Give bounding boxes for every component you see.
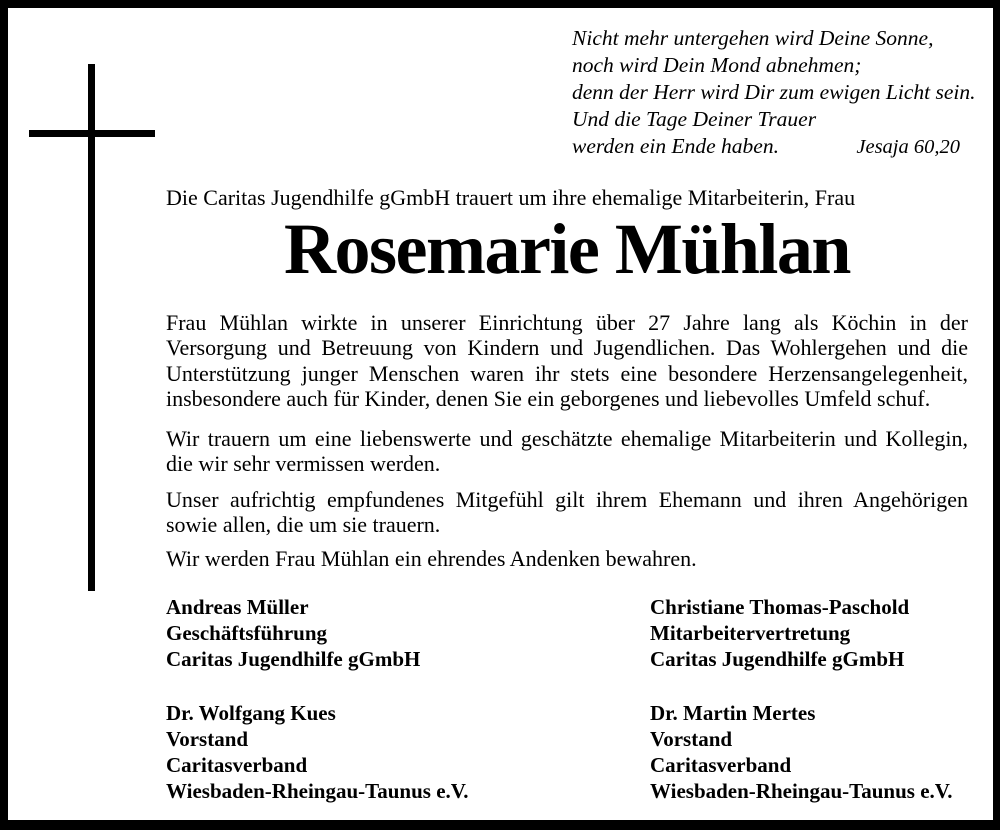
intro-line: Die Caritas Jugendhilfe gGmbH trauert um ihre ehemalige Mitarbeiterin, Frau [166, 185, 856, 210]
signature-block-vorstand-kues [166, 700, 468, 804]
signatory-organisation: Caritas Jugendhilfe gGmbH [650, 647, 905, 671]
quote-line: Und die Tage Deiner Trauer [572, 107, 817, 131]
signatory-name: Dr. Martin Mertes [650, 701, 816, 725]
signatory-organisation: Caritasverband [166, 753, 308, 777]
signatory-role: Mitarbeitervertretung [650, 621, 851, 645]
signatory-name: Christiane Thomas-Paschold [650, 595, 910, 619]
signature-block-geschaeftsfuehrung [166, 594, 420, 672]
cross-horizontal-bar [29, 130, 155, 137]
body-paragraph-condolence: Unser aufrichtig empfundenes Mitgefühl gilt ihrem Ehemann und ihren Angehörigen sowie allen, die um sie trauern. [166, 487, 968, 538]
quote-line: Nicht mehr untergehen wird Deine Sonne, [572, 26, 934, 50]
quote-line: denn der Herr wird Dir zum ewigen Licht sein. [572, 80, 976, 104]
body-paragraph-remembrance: Wir werden Frau Mühlan ein ehrendes Andenken bewahren. [166, 546, 697, 571]
quote-last-line [572, 133, 960, 161]
signatory-organisation: Caritas Jugendhilfe gGmbH [166, 647, 421, 671]
signatory-organisation: Caritasverband [650, 753, 792, 777]
signatory-role: Vorstand [166, 727, 249, 751]
scripture-quote [572, 25, 976, 161]
signatory-role: Vorstand [650, 727, 733, 751]
deceased-name: Rosemarie Mühlan [284, 209, 850, 289]
signatory-organisation-region: Wiesbaden-Rheingau-Taunus e.V. [166, 779, 469, 803]
signatory-role: Geschäftsführung [166, 621, 328, 645]
quote-line: werden ein Ende haben. [572, 134, 779, 158]
quote-line: noch wird Dein Mond abnehmen; [572, 53, 862, 77]
body-paragraph-mourning: Wir trauern um eine liebenswerte und geschätzte ehemalige Mitarbeiterin und Kollegin, die wir sehr vermissen werden. [166, 426, 968, 477]
body-paragraph-service: Frau Mühlan wirkte in unserer Einrichtung über 27 Jahre lang als Köchin in der Versorgung und Betreuung von Kindern und Jugendlichen. Das Wohlergehen und die Unterstützung junger Menschen waren ihr stets eine besondere Herzensangelegenheit, insbesondere auch für Kinder, denen Sie ein geborgenes und liebevolles Umfeld schuf. [166, 310, 968, 411]
cross-vertical-bar [88, 64, 95, 591]
signature-block-vorstand-mertes [650, 700, 952, 804]
signatory-name: Andreas Müller [166, 595, 309, 619]
signature-block-mitarbeitervertretung [650, 594, 909, 672]
signatory-organisation-region: Wiesbaden-Rheingau-Taunus e.V. [650, 779, 953, 803]
signatory-name: Dr. Wolfgang Kues [166, 701, 336, 725]
quote-attribution: Jesaja 60,20 [856, 136, 960, 158]
